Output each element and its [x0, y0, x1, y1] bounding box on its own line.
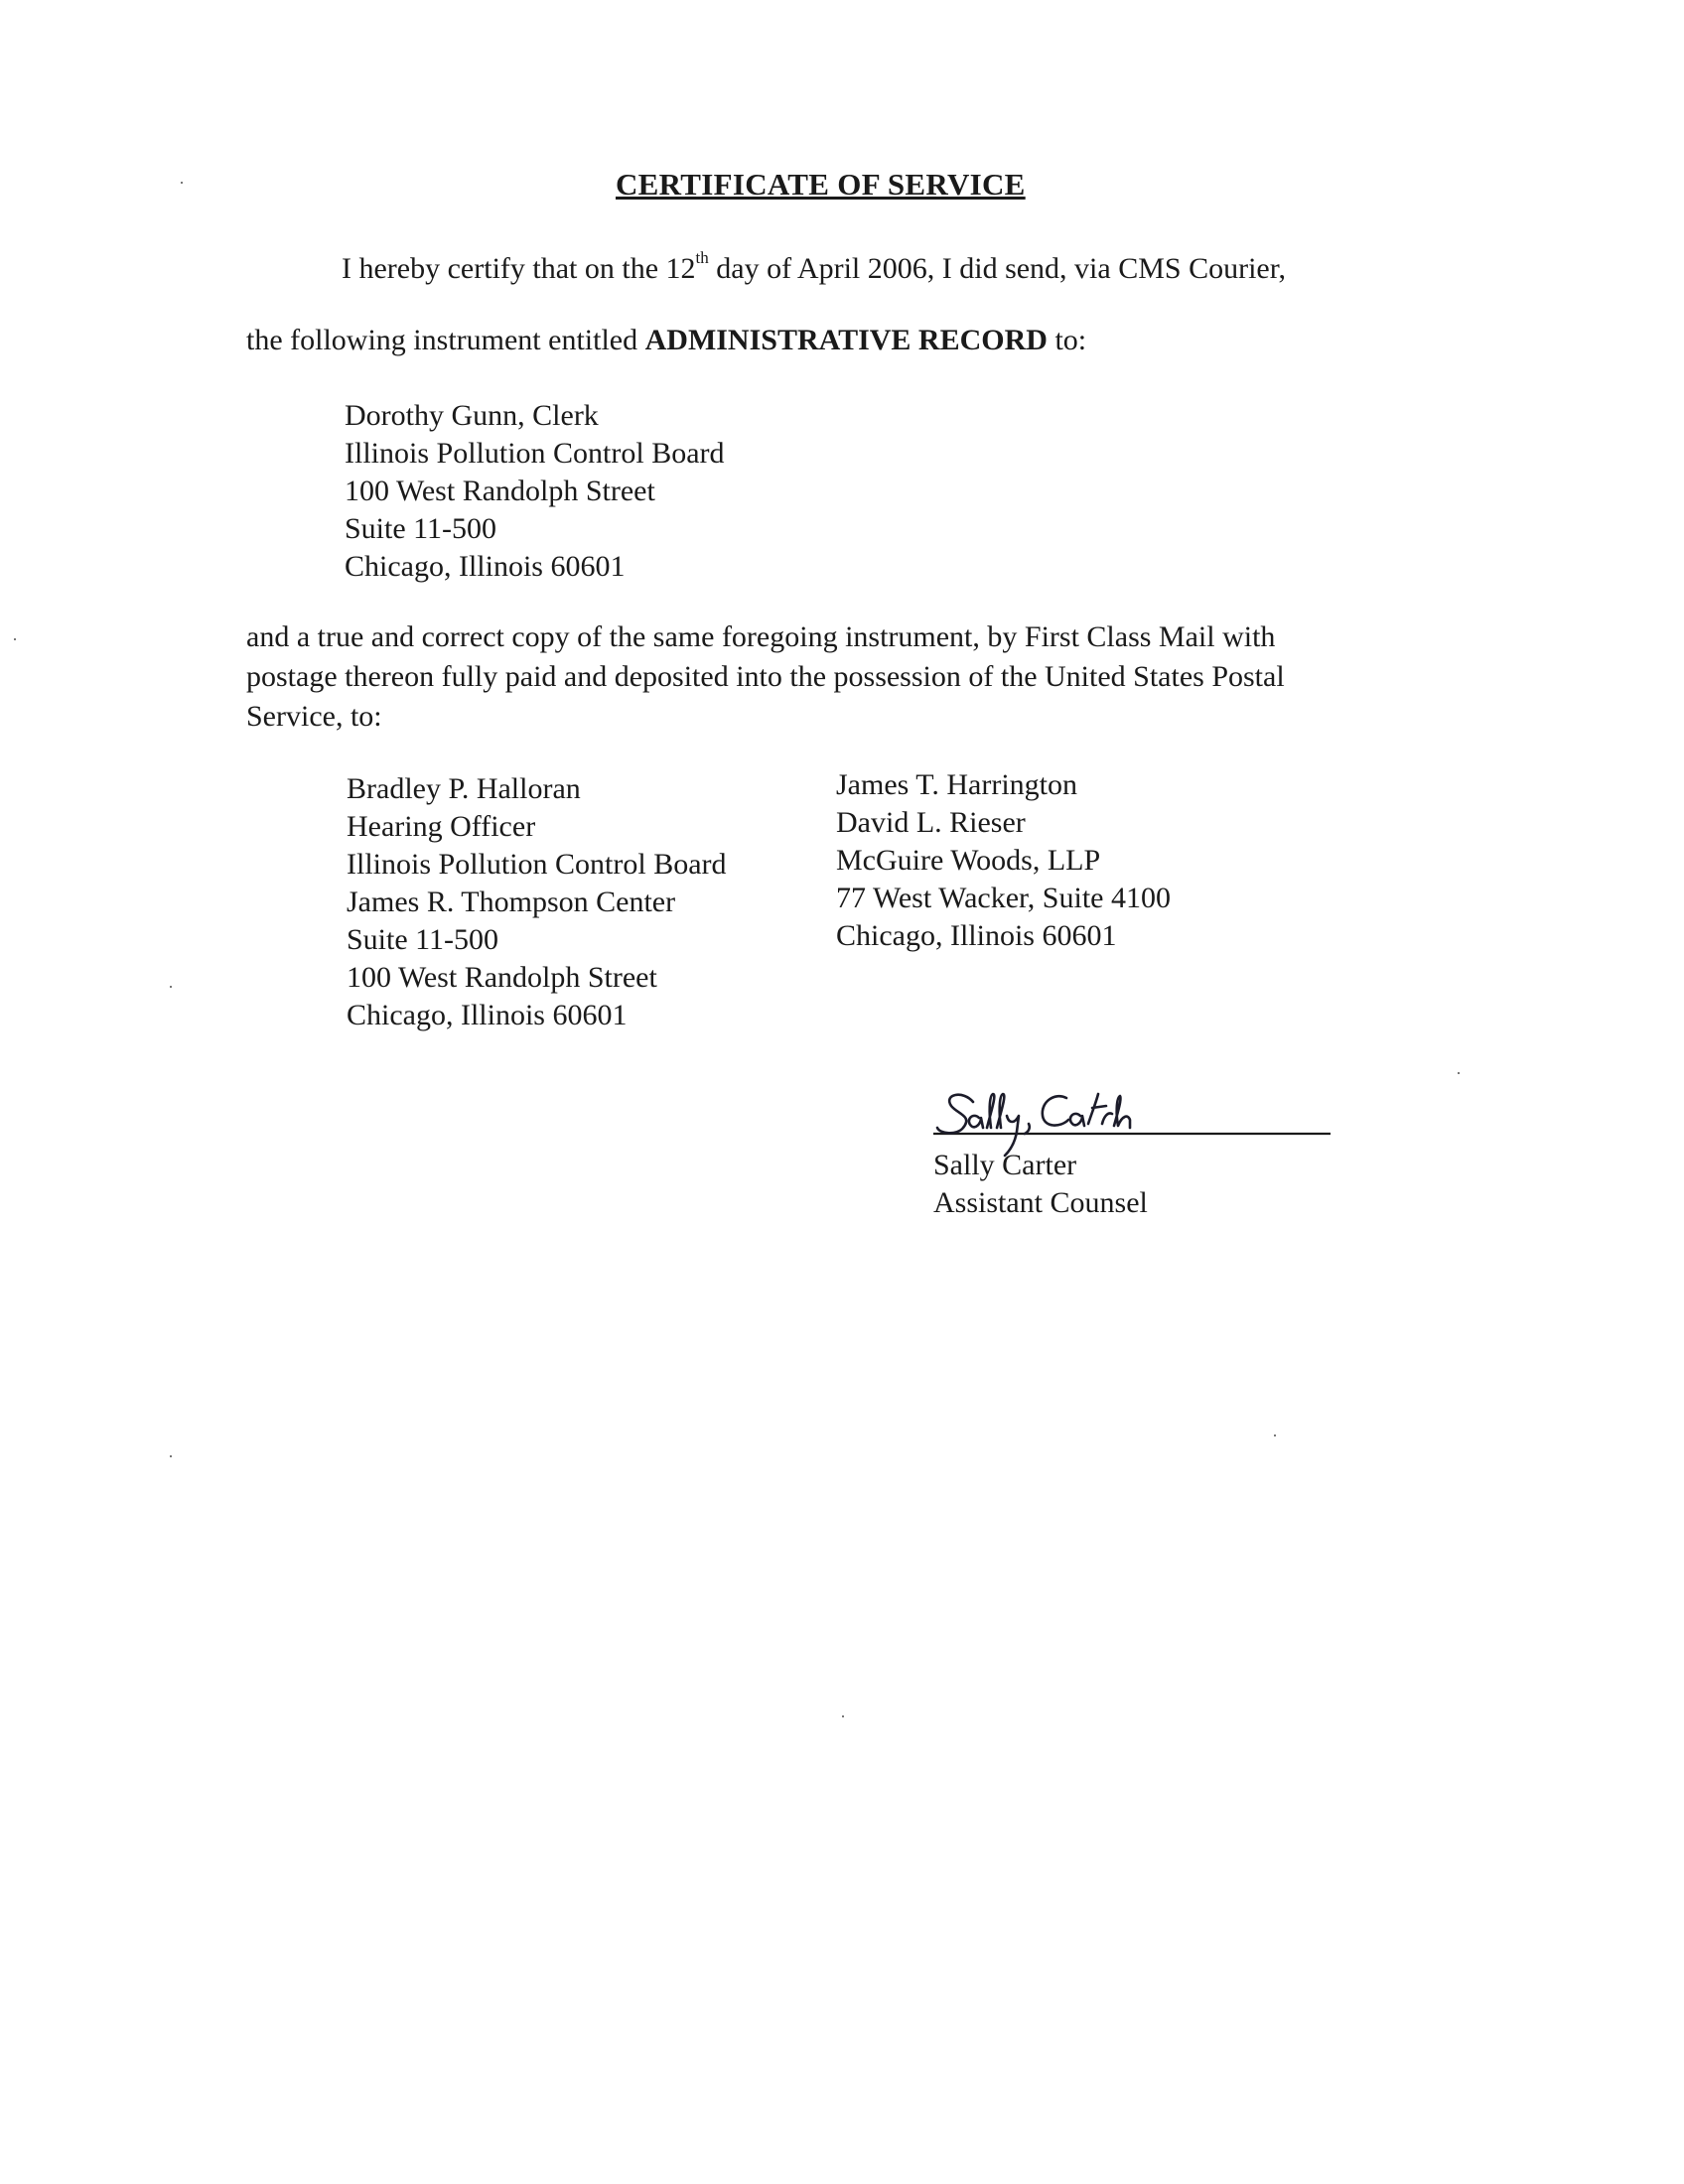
certification-line-1-start: I hereby certify that on the 12: [342, 252, 696, 285]
paragraph-line: Service, to:: [246, 700, 382, 733]
scan-artifact: [842, 1715, 844, 1717]
address-line: Chicago, Illinois 60601: [345, 550, 626, 583]
address-line: McGuire Woods, LLP: [836, 844, 1101, 877]
certification-line-1: [342, 243, 1286, 288]
scan-artifact: [170, 1455, 172, 1457]
signature-block: [933, 1072, 1331, 1251]
copy-recipient-left-address: [347, 770, 727, 1034]
scan-artifact: [1458, 1072, 1460, 1074]
address-line: 77 West Wacker, Suite 4100: [836, 882, 1171, 914]
certification-line-2-end: to:: [1047, 324, 1087, 356]
copy-recipient-right-address: [836, 766, 1171, 955]
signatory-name: Sally Carter: [933, 1149, 1077, 1181]
address-line: 100 West Randolph Street: [345, 475, 655, 507]
certification-line-2: [246, 322, 1086, 359]
scan-artifact: [1274, 1434, 1276, 1436]
scan-artifact: [170, 986, 172, 988]
copy-service-paragraph: [246, 617, 1418, 737]
address-line: Hearing Officer: [347, 810, 536, 843]
address-line: Chicago, Illinois 60601: [347, 999, 628, 1031]
address-line: 100 West Randolph Street: [347, 961, 657, 994]
address-line: James R. Thompson Center: [347, 886, 676, 918]
address-line: James T. Harrington: [836, 768, 1078, 801]
address-line: David L. Rieser: [836, 806, 1026, 839]
address-line: Chicago, Illinois 60601: [836, 919, 1117, 952]
signatory-title: Assistant Counsel: [933, 1186, 1148, 1219]
address-line: Suite 11-500: [347, 923, 499, 956]
address-line: Illinois Pollution Control Board: [347, 848, 727, 881]
date-ordinal-suffix: th: [695, 248, 709, 267]
address-line: Suite 11-500: [345, 512, 497, 545]
address-line: Illinois Pollution Control Board: [345, 437, 725, 470]
scan-artifact: [14, 638, 16, 640]
address-line: Bradley P. Halloran: [347, 772, 581, 805]
address-line: Dorothy Gunn, Clerk: [345, 399, 599, 432]
certification-line-1-end: day of April 2006, I did send, via CMS Courier,: [708, 252, 1287, 285]
page-title: CERTIFICATE OF SERVICE: [616, 167, 1026, 202]
certification-line-2-start: the following instrument entitled: [246, 324, 645, 356]
instrument-name: ADMINISTRATIVE RECORD: [644, 324, 1048, 356]
paragraph-line: and a true and correct copy of the same foregoing instrument, by First Class Mail with: [246, 620, 1276, 653]
scan-artifact: [181, 182, 183, 184]
primary-recipient-address: [345, 397, 725, 586]
paragraph-line: postage thereon fully paid and deposited into the possession of the United States Postal: [246, 660, 1285, 693]
